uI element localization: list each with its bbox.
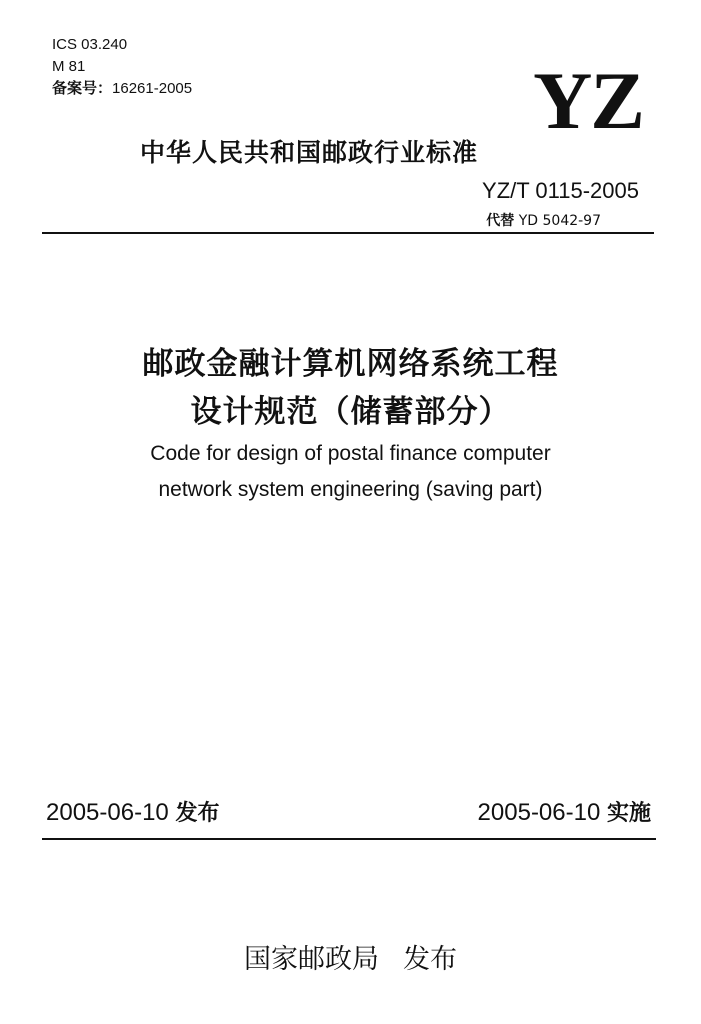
record-number: 16261-2005: [112, 80, 193, 97]
title-cn-line2: 设计规范（储蓄部分）: [190, 394, 511, 430]
implementation-date-line: [478, 796, 651, 827]
record-label: 备案号：: [52, 80, 113, 97]
document-metadata: [52, 34, 192, 100]
implementation-label: 实施: [606, 801, 651, 826]
issue-date-line: [46, 796, 219, 827]
standard-number: YZ/T 0115-2005: [482, 178, 639, 203]
yz-logo: YZ: [533, 55, 643, 146]
publish-label: 发布: [403, 944, 457, 975]
issue-label: 发布: [175, 801, 220, 826]
footer-divider: [42, 838, 656, 840]
title-cn-line1: 邮政金融计算机网络系统工程: [142, 346, 559, 382]
issue-date: 2005-06-10: [46, 799, 169, 826]
ics-code: ICS 03.240: [52, 36, 128, 53]
publisher-name: 国家邮政局: [244, 944, 379, 975]
classification-code: M 81: [52, 58, 86, 75]
industry-standard-heading: 中华人民共和国邮政行业标准: [140, 138, 479, 167]
implementation-date: 2005-06-10: [477, 799, 601, 826]
replaces-line: [486, 210, 601, 230]
replaces-label: 代替: [486, 213, 515, 229]
replaces-number: YD 5042-97: [518, 213, 601, 229]
header-divider: [42, 232, 654, 234]
title-en-line1: Code for design of postal finance computer: [150, 442, 551, 465]
record-number-line: [52, 78, 192, 100]
publisher-line: [0, 937, 701, 976]
title-en-line2: network system engineering (saving part): [158, 478, 543, 501]
